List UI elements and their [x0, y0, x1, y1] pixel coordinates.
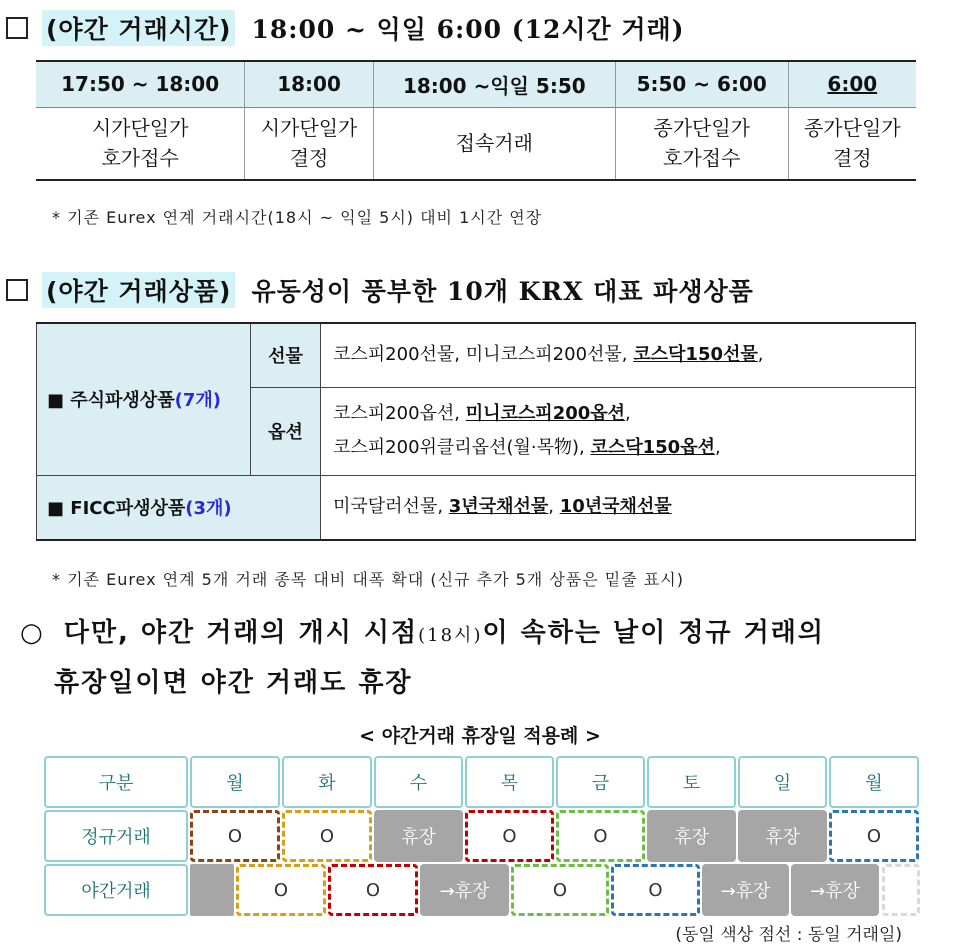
trading-schedule-table [36, 60, 916, 181]
regular-trading-label: 정규거래 [44, 810, 188, 862]
section-tag: (야간 거래상품) [42, 272, 235, 308]
night-trading-label: 야간거래 [44, 864, 188, 916]
regular-cell-holiday: 휴장 [738, 810, 827, 862]
futures-products: 코스피200선물, 미니코스피200선물, 코스닥150선물, [321, 323, 916, 387]
section-text: 유동성이 풍부한 10개 KRX 대표 파생상품 [251, 277, 754, 306]
schedule-header: 17:50 ~ 18:00 [36, 61, 245, 107]
futures-label: 선물 [251, 323, 321, 387]
ficc-derivatives-label: ■ FICC파생상품(3개) [37, 475, 321, 540]
options-products: 코스피200옵션, 미니코스피200옵션, 코스피200위클리옵션(월·목物), 코스닥150옵션, [321, 387, 916, 475]
schedule-header: 6:00 [788, 61, 916, 107]
note-trading-hours: * 기존 Eurex 연계 거래시간(18시 ~ 익일 5시) 대비 1시간 연장 [52, 208, 543, 227]
day-header: 일 [738, 756, 827, 808]
day-header: 월 [829, 756, 919, 808]
row-header-label: 구분 [44, 756, 188, 808]
holiday-rule-line1: ○ 다만, 야간 거래의 개시 시점(18시)이 속하는 날이 정규 거래의 [20, 618, 825, 648]
night-cell-holiday: →휴장 [702, 864, 789, 916]
section-heading-night-hours [6, 10, 685, 46]
schedule-header: 18:00 ~익일 5:50 [373, 61, 615, 107]
night-cell-holiday: →휴장 [791, 864, 879, 916]
night-cell: O [611, 864, 700, 916]
schedule-cell: 시가단일가 호가접수 [36, 107, 245, 180]
regular-cell: O [829, 810, 919, 862]
section-tag: (야간 거래시간) [42, 10, 235, 46]
night-cell-empty [190, 864, 234, 916]
schedule-cell: 종가단일가 결정 [788, 107, 916, 180]
checkbox-square-icon [6, 279, 28, 301]
note-products: * 기존 Eurex 연계 5개 거래 종목 대비 대폭 확대 (신규 추가 5개 상품은 밑줄 표시) [52, 570, 684, 589]
night-cell: O [511, 864, 609, 916]
circle-bullet-icon: ○ [20, 618, 45, 648]
equity-derivatives-label: ■ 주식파생상품(7개) [37, 323, 251, 475]
night-cell: O [236, 864, 326, 916]
example-legend: (동일 색상 점선 : 동일 거래일) [675, 925, 902, 944]
regular-cell-holiday: 휴장 [647, 810, 736, 862]
example-title: < 야간거래 휴장일 적용례 > [359, 725, 601, 747]
schedule-cell: 시가단일가 결정 [245, 107, 374, 180]
holiday-rule-line2: 휴장일이면 야간 거래도 휴장 [54, 668, 413, 698]
regular-cell: O [190, 810, 280, 862]
options-label: 옵션 [251, 387, 321, 475]
ficc-products: 미국달러선물, 3년국채선물, 10년국채선물 [321, 475, 916, 540]
checkbox-square-icon [6, 17, 28, 39]
day-header: 토 [647, 756, 736, 808]
regular-cell: O [465, 810, 554, 862]
section-text: 18:00 ~ 익일 6:00 (12시간 거래) [251, 15, 685, 44]
schedule-header: 5:50 ~ 6:00 [615, 61, 788, 107]
night-cell-empty [882, 864, 920, 916]
products-table [36, 322, 916, 541]
night-cell-holiday: →휴장 [420, 864, 509, 916]
day-header: 화 [282, 756, 372, 808]
schedule-header: 18:00 [245, 61, 374, 107]
section-heading-night-products [6, 272, 754, 308]
schedule-cell: 접속거래 [373, 107, 615, 180]
schedule-cell: 종가단일가 호가접수 [615, 107, 788, 180]
day-header: 수 [374, 756, 463, 808]
day-header: 금 [556, 756, 645, 808]
day-header: 목 [465, 756, 554, 808]
regular-cell: O [556, 810, 645, 862]
regular-cell: O [282, 810, 372, 862]
night-cell: O [328, 864, 418, 916]
regular-cell-holiday: 휴장 [374, 810, 463, 862]
day-header: 월 [190, 756, 280, 808]
